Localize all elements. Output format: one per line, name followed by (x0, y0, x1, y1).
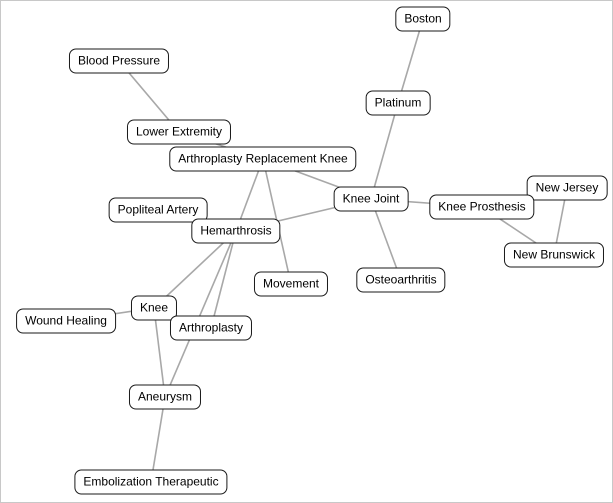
graph-node-blood_pressure[interactable]: Blood Pressure (69, 49, 169, 74)
graph-node-knee_prosthesis[interactable]: Knee Prosthesis (429, 195, 534, 220)
graph-node-movement[interactable]: Movement (254, 272, 328, 297)
graph-node-arthroplasty_replacement_knee[interactable]: Arthroplasty Replacement Knee (169, 147, 356, 172)
graph-node-popliteal_artery[interactable]: Popliteal Artery (109, 198, 208, 223)
graph-node-lower_extremity[interactable]: Lower Extremity (127, 120, 231, 145)
graph-node-embolization_therapeutic[interactable]: Embolization Therapeutic (74, 470, 227, 495)
graph-node-platinum[interactable]: Platinum (366, 91, 431, 116)
graph-node-new_jersey[interactable]: New Jersey (527, 176, 608, 201)
graph-node-boston[interactable]: Boston (395, 7, 450, 32)
graph-node-arthroplasty[interactable]: Arthroplasty (170, 316, 252, 341)
graph-edge (371, 103, 398, 199)
graph-node-hemarthrosis[interactable]: Hemarthrosis (191, 219, 280, 244)
graph-node-osteoarthritis[interactable]: Osteoarthritis (356, 268, 445, 293)
graph-node-aneurysm[interactable]: Aneurysm (129, 385, 201, 410)
graph-node-knee_joint[interactable]: Knee Joint (334, 187, 409, 212)
graph-node-knee[interactable]: Knee (131, 296, 177, 321)
graph-node-new_brunswick[interactable]: New Brunswick (504, 243, 604, 268)
graph-node-wound_healing[interactable]: Wound Healing (16, 309, 116, 334)
